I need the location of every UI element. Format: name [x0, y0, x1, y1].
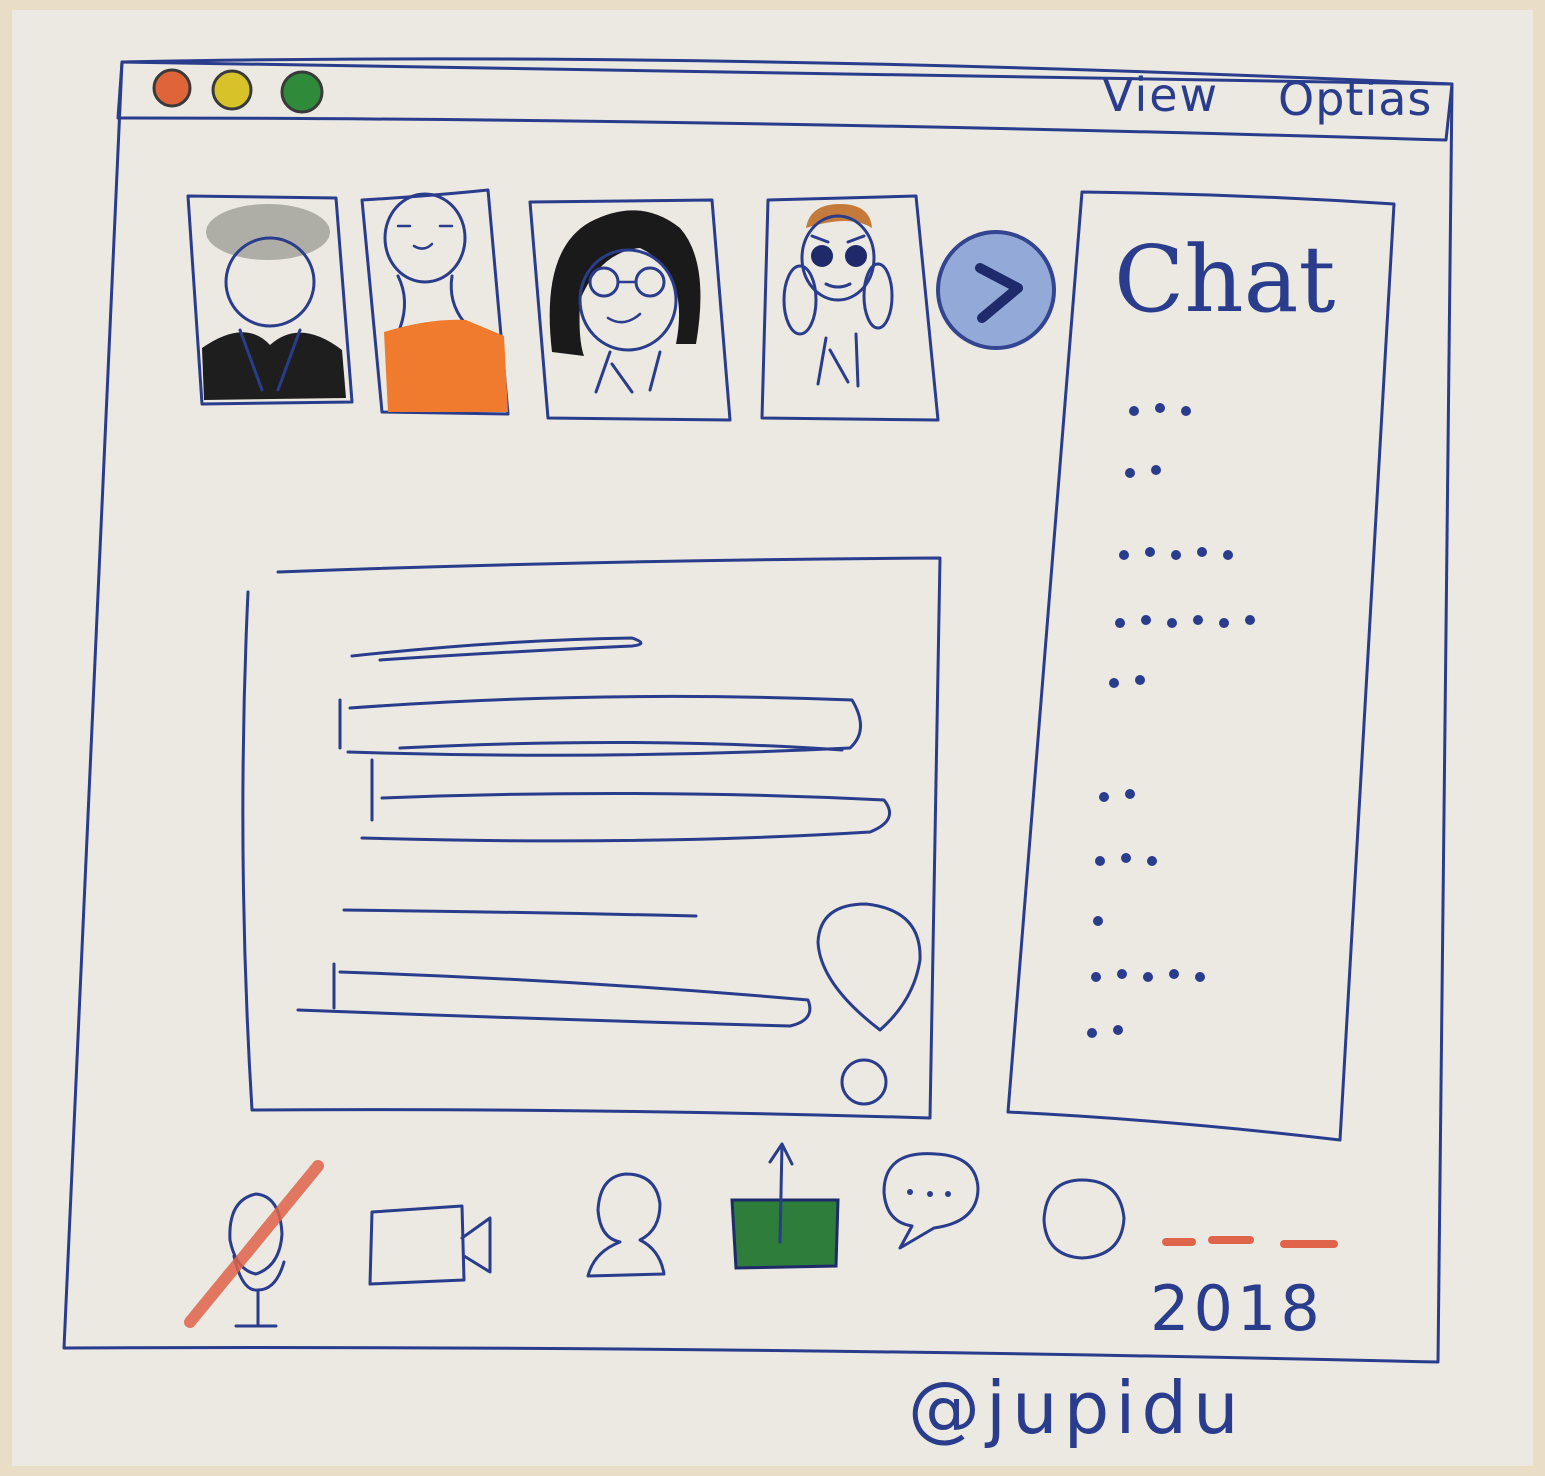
- participant-tile-3[interactable]: [530, 200, 730, 420]
- chat-dot: [1245, 615, 1255, 625]
- chat-message: [1115, 615, 1255, 628]
- share-screen-icon[interactable]: [732, 1144, 838, 1268]
- chat-dot: [1181, 406, 1191, 416]
- chat-dot: [1119, 550, 1129, 560]
- chat-dot: [1151, 465, 1161, 475]
- chat-dot: [1219, 618, 1229, 628]
- chat-dot: [1197, 547, 1207, 557]
- chat-dot: [1223, 550, 1233, 560]
- text-line: [352, 638, 641, 660]
- chat-message: [1087, 1025, 1123, 1038]
- chat-message: [1099, 789, 1135, 802]
- headphone-right: [864, 264, 892, 328]
- year-label: 2018: [1150, 1272, 1324, 1345]
- participants-icon[interactable]: [588, 1174, 664, 1276]
- chat-dot: [1147, 856, 1157, 866]
- participant-strip: [188, 190, 938, 420]
- participant-2-shirt: [384, 320, 508, 412]
- participant-tile-2[interactable]: [362, 190, 508, 414]
- menu-options[interactable]: Optias: [1278, 72, 1433, 126]
- participant-tile-1[interactable]: [188, 196, 352, 404]
- headphone-left: [784, 266, 816, 334]
- pointer-icon: [818, 904, 920, 1030]
- chat-panel: [1008, 192, 1394, 1140]
- chat-dot: [1113, 1025, 1123, 1035]
- zoom-light[interactable]: [282, 72, 322, 112]
- chat-dot: [1129, 406, 1139, 416]
- chat-dot: [1135, 675, 1145, 685]
- chat-title: Chat: [1114, 226, 1336, 333]
- chat-messages: [1087, 403, 1255, 1038]
- microphone-muted-icon[interactable]: [190, 1166, 318, 1326]
- chat-dot: [1145, 547, 1155, 557]
- text-block: [298, 964, 810, 1026]
- video-camera-icon[interactable]: [370, 1206, 490, 1284]
- chat-dot: [1099, 792, 1109, 802]
- traffic-lights: [154, 70, 322, 112]
- text-block: [362, 742, 890, 840]
- chat-dot: [1121, 853, 1131, 863]
- next-participants-button[interactable]: [938, 232, 1054, 348]
- pointer-dot-icon: [842, 1060, 886, 1104]
- presentation-area: [243, 558, 940, 1118]
- record-icon[interactable]: [1044, 1180, 1124, 1258]
- chat-dot: [1117, 969, 1127, 979]
- status-dashes: [1166, 1240, 1334, 1244]
- participant-tile-4[interactable]: [762, 196, 938, 420]
- chat-dot: [1141, 615, 1151, 625]
- chat-dot: [1115, 618, 1125, 628]
- close-light[interactable]: [154, 70, 190, 106]
- chat-message: [1119, 547, 1233, 560]
- chat-message: [1091, 969, 1205, 982]
- chat-dot: [1093, 916, 1103, 926]
- chat-dot: [1193, 615, 1203, 625]
- chat-dot: [1195, 972, 1205, 982]
- menu-view[interactable]: View: [1102, 68, 1220, 122]
- participant-1-shirt: [202, 332, 346, 400]
- chat-bubble-icon[interactable]: [884, 1154, 978, 1248]
- author-signature: @jupidu: [908, 1366, 1245, 1450]
- chat-dot: [1109, 678, 1119, 688]
- chat-dot: [1155, 403, 1165, 413]
- text-line: [344, 910, 696, 916]
- chat-dot: [1167, 618, 1177, 628]
- participant-1-hair: [206, 204, 330, 260]
- chat-message: [1129, 403, 1191, 416]
- chat-message: [1095, 853, 1157, 866]
- chat-dot: [1169, 969, 1179, 979]
- chat-dot: [1171, 550, 1181, 560]
- chat-dot: [1143, 972, 1153, 982]
- chat-message: [1109, 675, 1145, 688]
- chat-dot: [1125, 789, 1135, 799]
- chat-dot: [1095, 856, 1105, 866]
- chat-dot: [1091, 972, 1101, 982]
- chat-message: [1125, 465, 1161, 478]
- minimize-light[interactable]: [213, 71, 251, 109]
- chat-dot: [1087, 1028, 1097, 1038]
- chat-dot: [1125, 468, 1135, 478]
- chat-message: [1093, 916, 1103, 926]
